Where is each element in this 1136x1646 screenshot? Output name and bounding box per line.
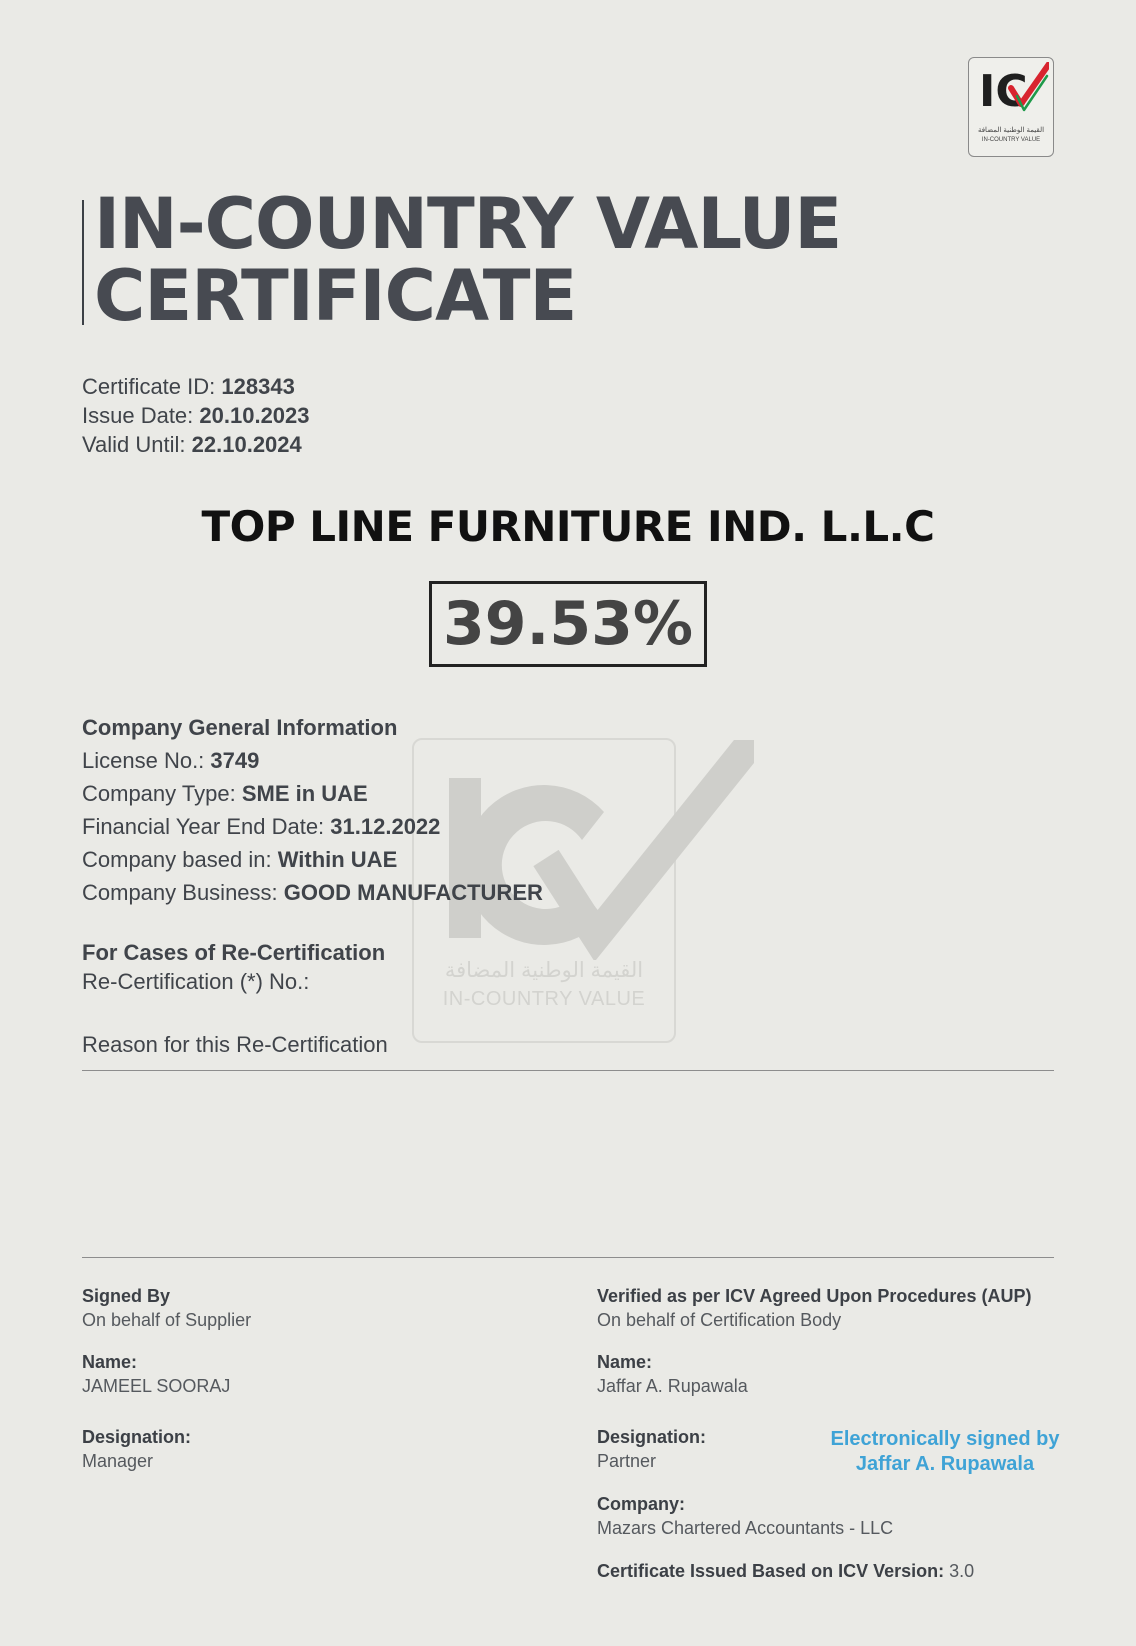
company-business-row [82,876,543,909]
supplier-name: JAMEEL SOORAJ [82,1376,231,1396]
supplier-name-label: Name: [82,1352,138,1372]
certifier-name-label: Name: [597,1352,653,1372]
company-based-value: Within UAE [277,847,398,872]
supplier-designation: Manager [82,1451,154,1471]
icv-logo [968,57,1054,157]
company-type-row [82,777,543,810]
license-row [82,744,543,777]
icv-version-row [597,1559,1031,1583]
icv-checkmark-icon [975,62,1049,124]
divider-top [82,1070,1054,1071]
supplier-heading: Signed By [82,1286,171,1306]
logo-arabic-text: القيمة الوطنية المضافة [977,127,1045,134]
supplier-sub: On behalf of Supplier [82,1310,252,1330]
certifier-company: Mazars Chartered Accountants - LLC [597,1518,894,1538]
esign-line-1: Electronically signed by [830,1428,1060,1450]
financial-year-row [82,810,543,843]
icv-version-label: Certificate Issued Based on ICV Version: [597,1561,945,1581]
recertification-heading: For Cases of Re-Certification [82,940,386,965]
title-line-1: IN-COUNTRY VALUE [94,183,842,265]
company-business-label: Company Business: [82,880,278,905]
general-info-heading: Company General Information [82,715,398,740]
company-type-label: Company Type: [82,781,236,806]
valid-until-value: 22.10.2024 [191,432,302,457]
certificate-title [94,183,842,337]
issue-date-label: Issue Date: [82,403,194,428]
company-business-value: GOOD MANUFACTURER [283,880,543,905]
certifier-heading: Verified as per ICV Agreed Upon Procedures (AUP) [597,1286,1032,1306]
valid-until-row [82,430,310,459]
certifier-name: Jaffar A. Rupawala [597,1376,748,1396]
financial-year-label: Financial Year End Date: [82,814,325,839]
icv-score-box: 39.53% [429,581,707,667]
logo-english-text: IN-COUNTRY VALUE [981,137,1041,143]
title-accent-bar [82,200,84,325]
watermark-english-text: IN-COUNTRY VALUE [442,988,646,1010]
divider-bottom [82,1257,1054,1258]
supplier-signature-block [82,1284,251,1473]
company-name: TOP LINE FURNITURE IND. L.L.C [201,502,935,551]
certifier-sub: On behalf of Certification Body [597,1310,842,1330]
recertification-section [82,938,385,996]
certificate-id-label: Certificate ID: [82,374,216,399]
company-based-row [82,843,543,876]
watermark-arabic-text: القيمة الوطنية المضافة [444,959,644,982]
certifier-designation: Partner [597,1451,657,1471]
valid-until-label: Valid Until: [82,432,186,457]
certifier-company-label: Company: [597,1494,686,1514]
esign-line-2: Jaffar A. Rupawala [855,1453,1035,1475]
license-label: License No.: [82,748,205,773]
certificate-id-row [82,372,310,401]
company-type-value: SME in UAE [241,781,368,806]
certificate-meta [82,372,310,459]
title-line-2: CERTIFICATE [94,255,577,337]
company-general-info [82,711,543,909]
certifier-designation-label: Designation: [597,1427,707,1447]
company-based-label: Company based in: [82,847,272,872]
issue-date-row [82,401,310,430]
electronic-signature [820,1427,1070,1477]
issue-date-value: 20.10.2023 [199,403,310,428]
icv-version-value: 3.0 [949,1561,975,1581]
supplier-designation-label: Designation: [82,1427,192,1447]
recertification-no-label: Re-Certification (*) No.: [82,969,310,994]
recertification-reason-label: Reason for this Re-Certification [82,1032,388,1057]
license-value: 3749 [210,748,260,773]
certificate-id-value: 128343 [221,374,295,399]
logo-letters: IC [979,66,1028,117]
financial-year-value: 31.12.2022 [330,814,441,839]
